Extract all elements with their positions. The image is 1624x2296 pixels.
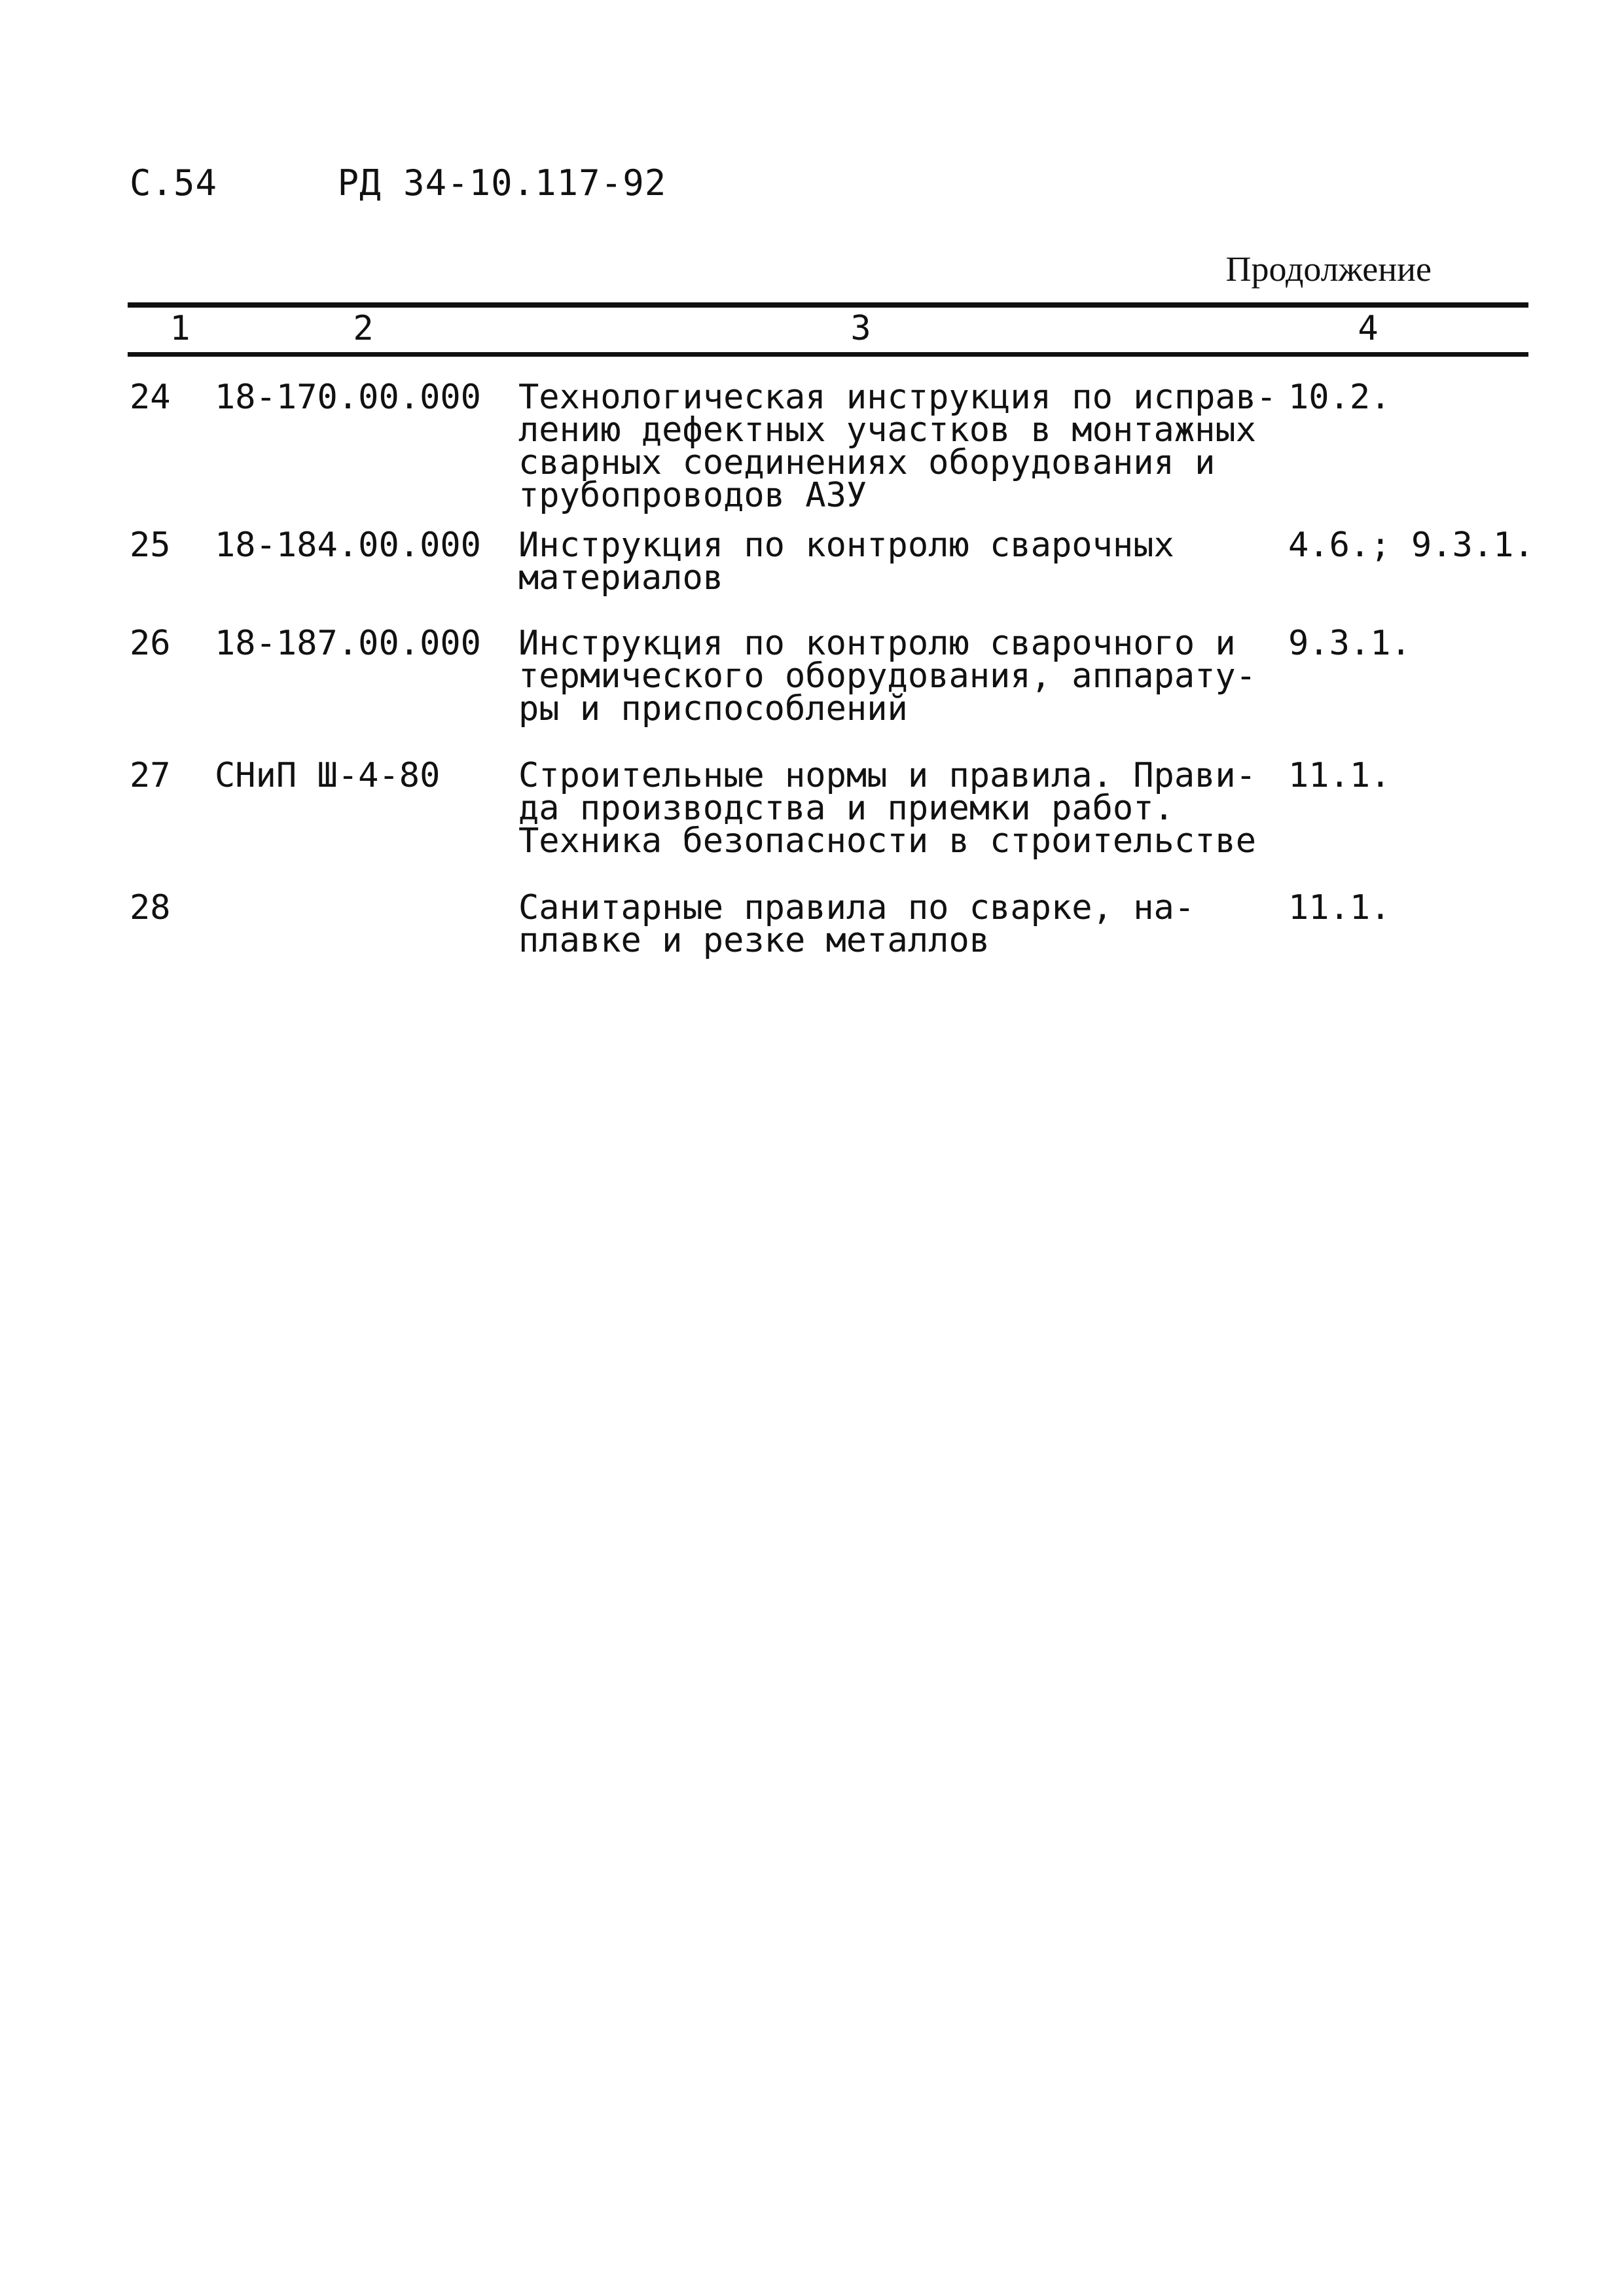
section-reference: 11.1. — [1288, 756, 1391, 795]
document-title-line: ры и приспособлений — [518, 689, 908, 728]
document-title-line: трубопроводов АЗУ — [518, 476, 867, 515]
document-title-line: термического оборудования, аппарату- — [518, 656, 1257, 696]
document-title-line: Технологическая инструкция по исправ- — [518, 378, 1277, 417]
document-title-line: Инструкция по контролю сварочного и — [518, 624, 1236, 663]
document-title — [518, 378, 1277, 515]
row-number: 25 — [130, 526, 171, 565]
section-reference: 9.3.1. — [1288, 624, 1411, 663]
document-designation: 18-184.00.000 — [215, 526, 481, 565]
document-title — [518, 624, 1257, 728]
continuation-label: Продолжение — [1225, 249, 1432, 289]
page-header — [130, 162, 666, 204]
document-title-line: Санитарные правила по сварке, на- — [518, 888, 1195, 927]
document-title-line: Техника безопасности в строительстве — [518, 821, 1257, 861]
section-reference: 11.1. — [1288, 888, 1391, 927]
column-number-4: 4 — [1358, 309, 1379, 348]
row-number: 28 — [130, 888, 171, 927]
document-title-line: да производства и приемки работ. — [518, 789, 1174, 828]
row-number: 26 — [130, 624, 171, 663]
document-title — [518, 888, 1195, 960]
column-number-1: 1 — [170, 309, 190, 348]
section-reference: 10.2. — [1288, 378, 1391, 417]
row-number: 24 — [130, 378, 171, 417]
document-title — [518, 526, 1174, 598]
document-title-line: сварных соединениях оборудования и — [518, 443, 1216, 482]
column-number-2: 2 — [353, 309, 374, 348]
document-code: РД 34-10.117-92 — [337, 162, 667, 204]
document-title-line: Строительные нормы и правила. Прави- — [518, 756, 1257, 795]
column-number-3: 3 — [850, 309, 871, 348]
document-title-line: Инструкция по контролю сварочных — [518, 526, 1174, 565]
table-top-rule — [128, 302, 1528, 308]
document-title-line: плавке и резке металлов — [518, 921, 990, 960]
document-designation: 18-170.00.000 — [215, 378, 481, 417]
document-designation: 18-187.00.000 — [215, 624, 481, 663]
document-title — [518, 756, 1257, 861]
row-number: 27 — [130, 756, 171, 795]
document-title-line: материалов — [518, 558, 724, 598]
document-designation: СНиП Ш-4-80 — [215, 756, 441, 795]
section-reference: 4.6.; 9.3.1. — [1288, 526, 1534, 565]
table-header-rule — [128, 352, 1528, 357]
document-title-line: лению дефектных участков в монтажных — [518, 410, 1257, 450]
page-number: С.54 — [130, 162, 218, 204]
